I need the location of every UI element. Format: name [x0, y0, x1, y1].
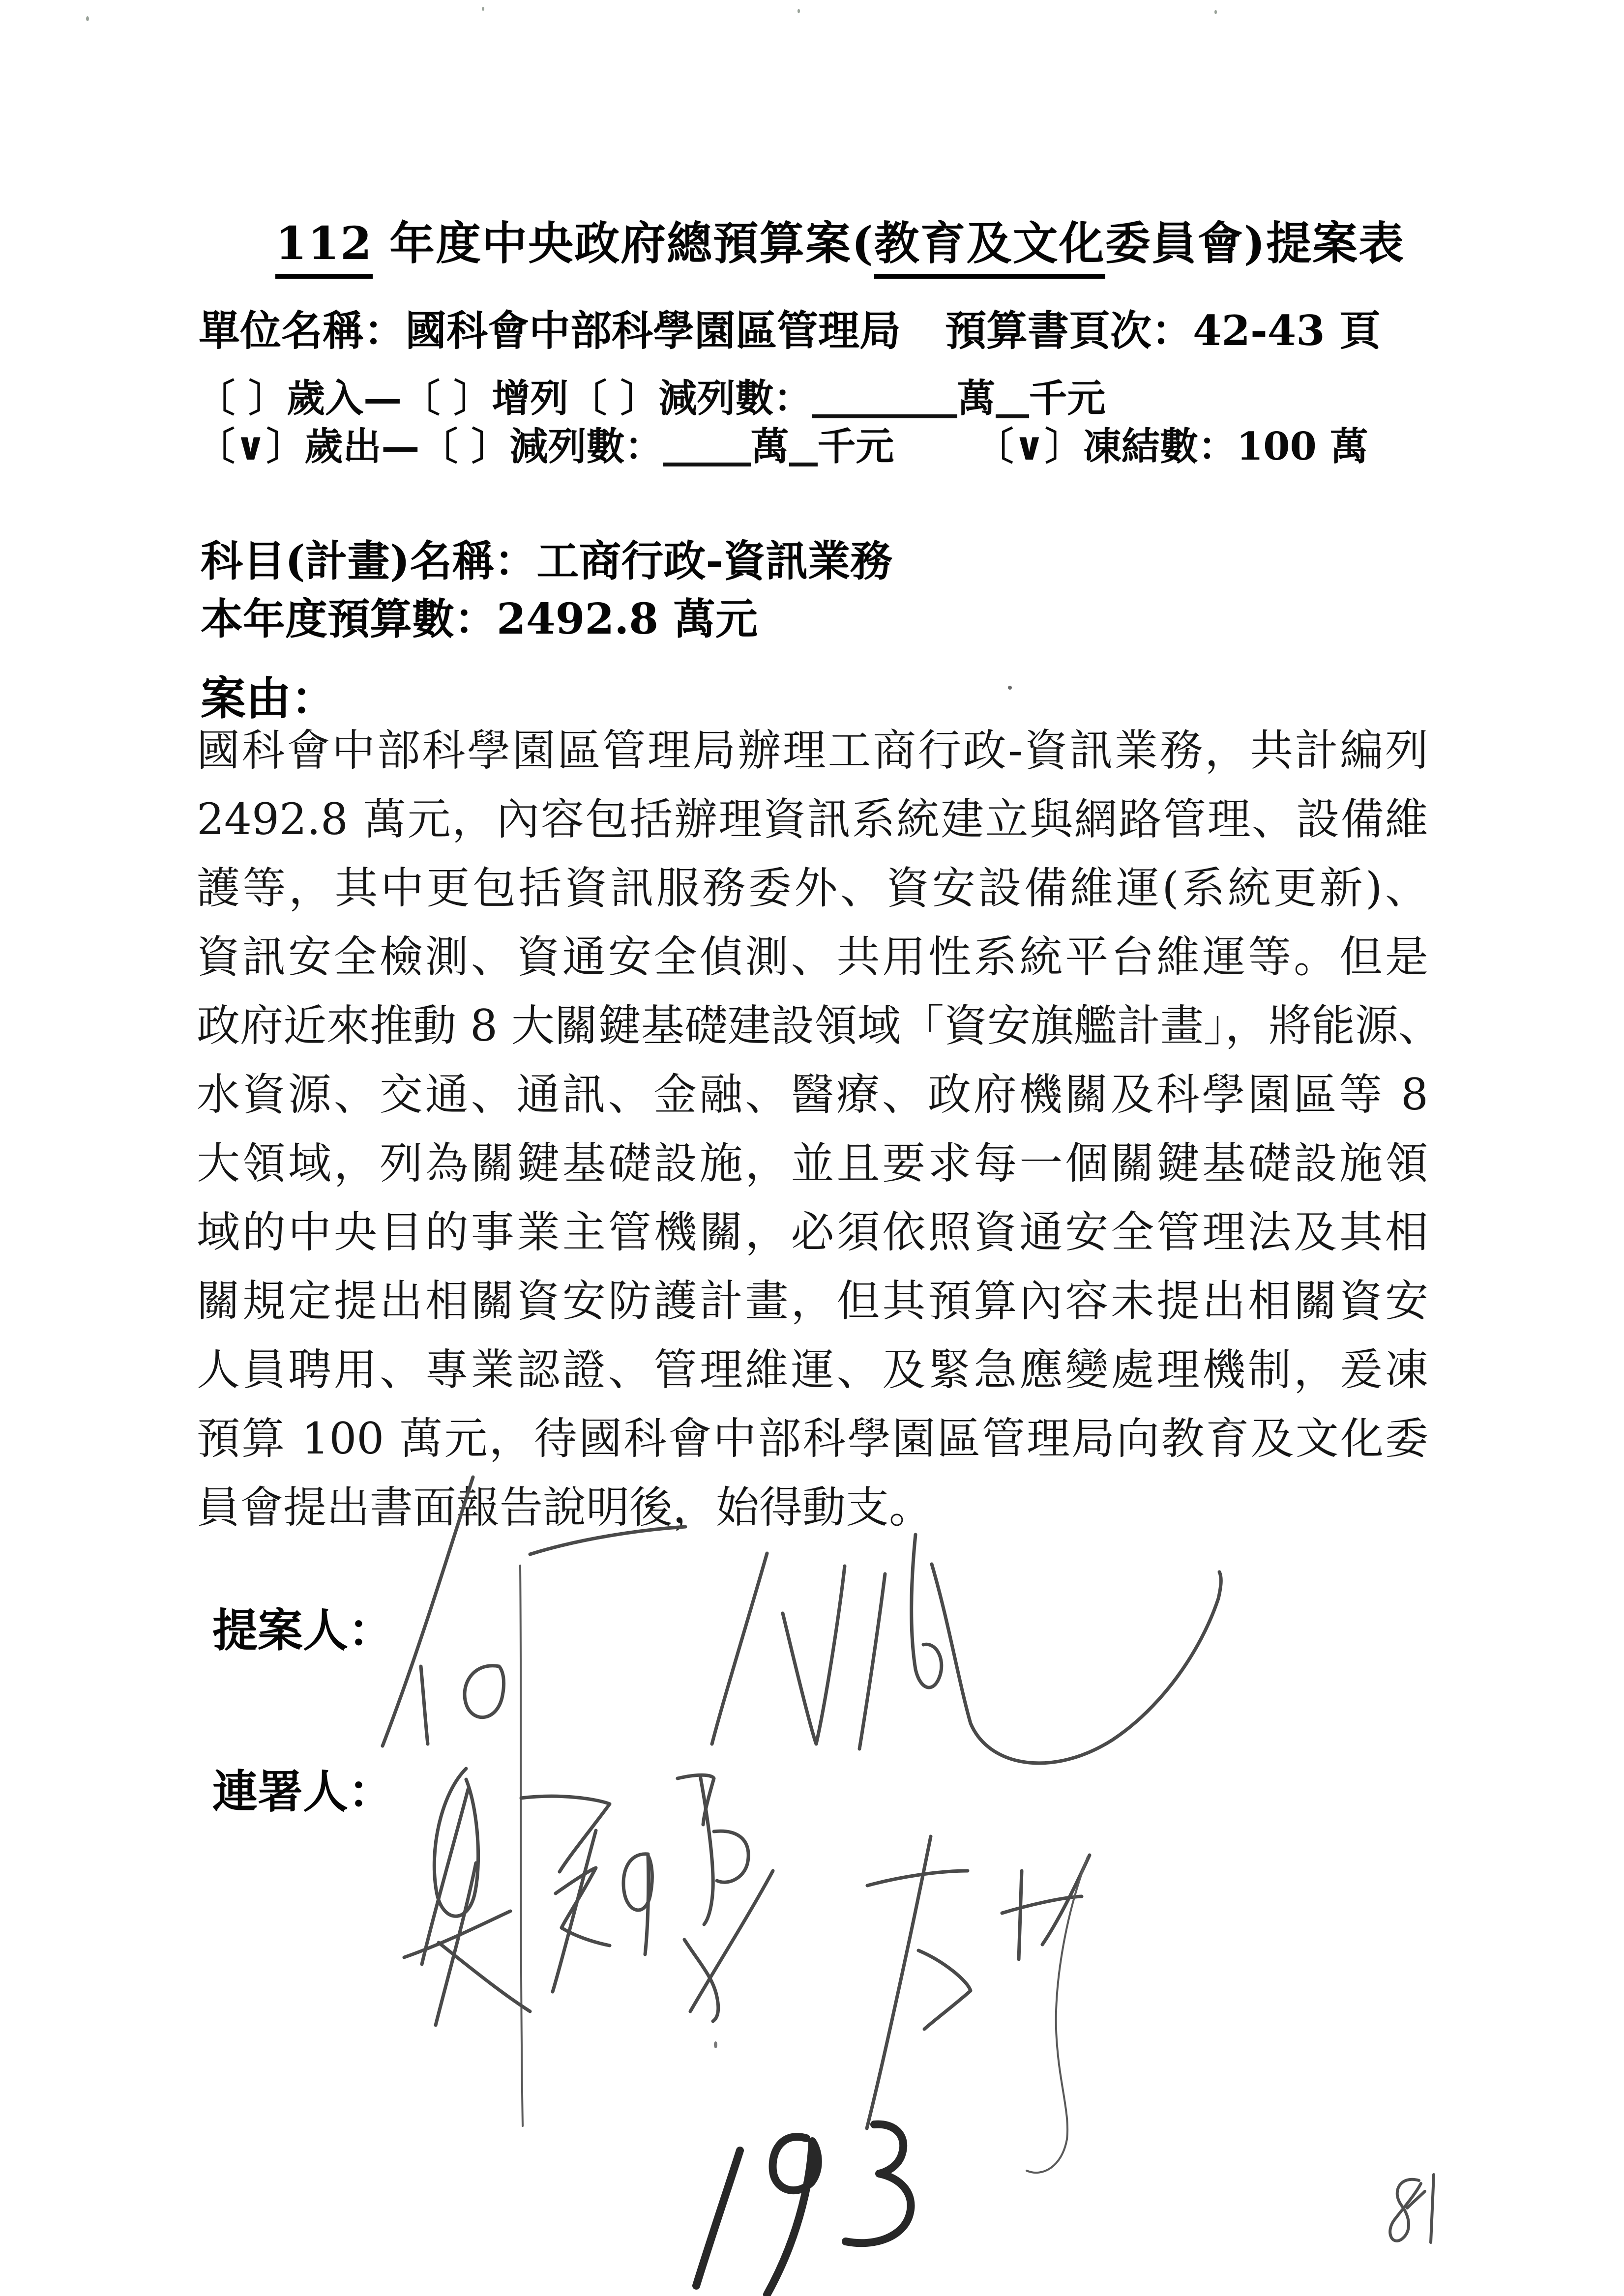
case-line: 關規定提出相關資安防護計畫，但其預算內容未提出相關資安: [197, 1276, 1428, 1326]
unit-name-value: 國科會中部科學園區管理局: [405, 306, 901, 355]
case-line: 資訊安全檢測、資通安全偵測、共用性系統平台維運等。但是: [197, 931, 1428, 982]
case-line: 大領域，列為關鍵基礎設施，並且要求每一個關鍵基礎設施領: [197, 1138, 1428, 1189]
title-committee-underlined: 教育及文化: [874, 217, 1105, 279]
cut-checkbox: 〔 〕: [419, 424, 510, 469]
revenue-checkbox-row: [197, 368, 1106, 423]
expenditure-checkbox-checked: 〔∨〕: [197, 424, 305, 469]
case-line: 護等，其中更包括資訊服務委外、資安設備維運(系統更新)、: [197, 863, 1428, 913]
cut-amount-label: 減列數：: [658, 376, 812, 421]
freeze-value: 100 萬: [1236, 424, 1368, 469]
subject-value: 工商行政-資訊業務: [536, 536, 893, 586]
current-year-budget-row: [201, 585, 758, 646]
title-segment-1: 年度中央政府總預算案(: [373, 217, 874, 270]
scan-speck: [714, 2041, 717, 2048]
proposer-signature: [383, 1477, 1221, 2126]
unit-wan: 萬: [750, 424, 789, 469]
unit-wan: 萬: [957, 376, 996, 421]
unit-name-row: [199, 298, 1381, 357]
case-reason-label: 案由：: [201, 672, 337, 725]
case-line: 政府近來推動 8 大關鍵基礎建設領域「資安旗艦計畫」，將能源、: [197, 1000, 1442, 1051]
subject-label: 科目(計畫)名稱：: [201, 536, 537, 586]
unit-qianyuan: 千元: [1029, 376, 1106, 421]
case-line: 人員聘用、專業認證、管理維運、及緊急應變處理機制，爰凍: [197, 1344, 1428, 1395]
expenditure-checkbox-row: [197, 416, 1368, 471]
page-title: [275, 207, 1405, 272]
budget-book-pages-label: 預算書頁次：: [945, 306, 1193, 355]
handwritten-vote-number: [696, 2124, 911, 2295]
unit-qianyuan: 千元: [817, 424, 894, 469]
proposer-label: 提案人：: [212, 1604, 394, 1657]
scan-speck: [482, 7, 484, 11]
dash: —: [381, 424, 420, 469]
budget-label: 本年度預算數：: [201, 594, 497, 644]
scan-speck: [86, 16, 89, 21]
subject-row: [201, 527, 892, 588]
case-line: 預算 100 萬元，待國科會中部科學園區管理局向教育及文化委: [197, 1413, 1428, 1464]
revenue-label: 歲入: [287, 376, 364, 421]
cut-checkbox: 〔 〕: [568, 376, 659, 421]
add-label: 增列: [492, 376, 569, 421]
handwritten-page-number: [1390, 2175, 1434, 2242]
cut-amount-label: 減列數：: [509, 424, 663, 469]
case-line: 域的中央目的事業主管機關，必須依照資通安全管理法及其相: [197, 1207, 1428, 1257]
blank-amount-line-small: [789, 458, 818, 466]
cosigner-label: 連署人：: [212, 1765, 394, 1818]
case-line: 水資源、交通、通訊、金融、醫療、政府機關及科學園區等 8: [197, 1069, 1428, 1120]
budget-book-pages-value: 42-43 頁: [1193, 306, 1381, 355]
dash: —: [363, 376, 402, 421]
cosigner-signature-2: [867, 1836, 1090, 2173]
blank-amount-line: [663, 458, 751, 466]
freeze-checkbox-checked: 〔∨〕: [975, 424, 1083, 469]
case-line: 2492.8 萬元，內容包括辦理資訊系統建立與網路管理、設備維: [197, 794, 1428, 844]
unit-name-label: 單位名稱：: [199, 306, 406, 355]
scan-speck: [1008, 686, 1012, 690]
case-line: 員會提出書面報告說明後，始得動支。: [197, 1482, 933, 1533]
case-line: 國科會中部科學園區管理局辦理工商行政-資訊業務，共計編列: [197, 725, 1428, 776]
title-segment-2: 委員會)提案表: [1105, 217, 1405, 270]
revenue-checkbox: 〔 〕: [197, 376, 287, 421]
budget-value: 2492.8 萬元: [497, 594, 758, 644]
scan-speck: [797, 9, 800, 13]
expenditure-label: 歲出: [304, 424, 382, 469]
title-year-underlined: 112: [275, 217, 373, 279]
cosigner-signature-1: [404, 1769, 773, 2025]
scan-speck: [1214, 10, 1217, 14]
freeze-label: 凍結數：: [1083, 424, 1237, 469]
add-checkbox: 〔 〕: [402, 376, 492, 421]
